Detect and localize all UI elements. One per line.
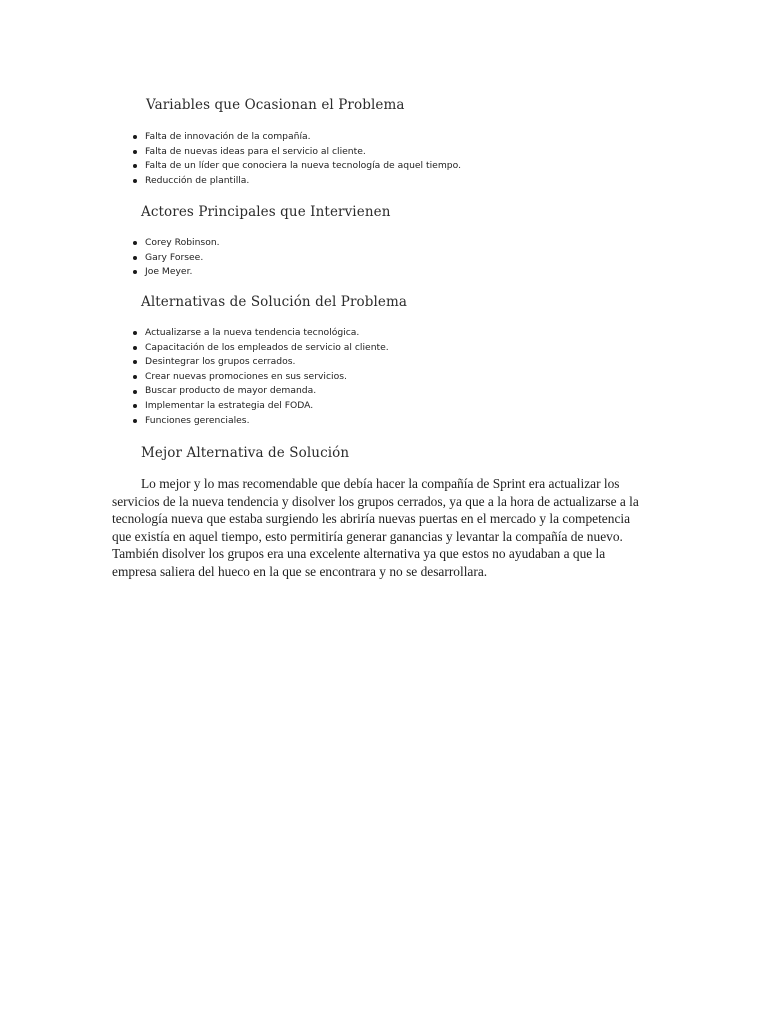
list-item: Funciones gerenciales. xyxy=(133,414,389,429)
bullet-icon xyxy=(133,150,137,154)
bullet-icon xyxy=(133,404,137,408)
list-item: Joe Meyer. xyxy=(133,265,220,280)
paragraph-line: También disolver los grupos era una excelente alternativa ya que estos no ayudaban a que la xyxy=(112,546,606,562)
list-item: Falta de innovación de la compañía. xyxy=(133,130,461,145)
section-heading-actores: Actores Principales que Intervienen xyxy=(141,204,391,220)
paragraph-line: que existía en aquel tiempo, esto permitiría generar ganancias y levantar la compañía de nuevo. xyxy=(112,528,623,544)
list-item: Falta de un líder que conociera la nueva tecnología de aquel tiempo. xyxy=(133,159,461,174)
list-item: Falta de nuevas ideas para el servicio al cliente. xyxy=(133,145,461,160)
list-item: Gary Forsee. xyxy=(133,251,220,266)
actores-list xyxy=(133,236,220,280)
bullet-icon xyxy=(133,331,137,335)
bullet-icon xyxy=(133,375,137,379)
section-heading-alternativas: Alternativas de Solución del Problema xyxy=(141,294,408,310)
alternativas-list xyxy=(133,326,389,428)
list-item: Actualizarse a la nueva tendencia tecnológica. xyxy=(133,326,389,341)
bullet-icon xyxy=(133,360,137,364)
list-item: Capacitación de los empleados de servicio al cliente. xyxy=(133,341,389,356)
bullet-icon xyxy=(133,390,137,394)
paragraph-line: tecnología nueva que estaba surgiendo les abriría nuevas puertas en el mercado y la competencia xyxy=(112,511,631,527)
bullet-icon xyxy=(133,270,137,274)
list-item: Implementar la estrategia del FODA. xyxy=(133,399,389,414)
section-heading-mejor-alternativa: Mejor Alternativa de Solución xyxy=(141,445,350,461)
paragraph-line: Lo mejor y lo mas recomendable que debía hacer la compañía de Sprint era actualizar los xyxy=(141,476,620,491)
bullet-icon xyxy=(133,241,137,245)
list-item: Crear nuevas promociones en sus servicios. xyxy=(133,370,389,385)
bullet-icon xyxy=(133,135,137,139)
bullet-icon xyxy=(133,346,137,350)
list-item: Desintegrar los grupos cerrados. xyxy=(133,355,389,370)
paragraph-line: empresa saliera del hueco en la que se encontrara y no se desarrollara. xyxy=(112,563,488,579)
bullet-icon xyxy=(133,256,137,260)
bullet-icon xyxy=(133,164,137,168)
list-item: Reducción de plantilla. xyxy=(133,174,461,189)
bullet-icon xyxy=(133,419,137,423)
list-item: Corey Robinson. xyxy=(133,236,220,251)
bullet-icon xyxy=(133,179,137,183)
paragraph-line: servicios de la nueva tendencia y disolver los grupos cerrados, ya que a la hora de actualizarse a la xyxy=(112,493,639,509)
section-heading-variables: Variables que Ocasionan el Problema xyxy=(146,97,405,113)
list-item: Buscar producto de mayor demanda. xyxy=(133,384,389,399)
variables-list xyxy=(133,130,461,188)
conclusion-paragraph xyxy=(112,475,657,581)
